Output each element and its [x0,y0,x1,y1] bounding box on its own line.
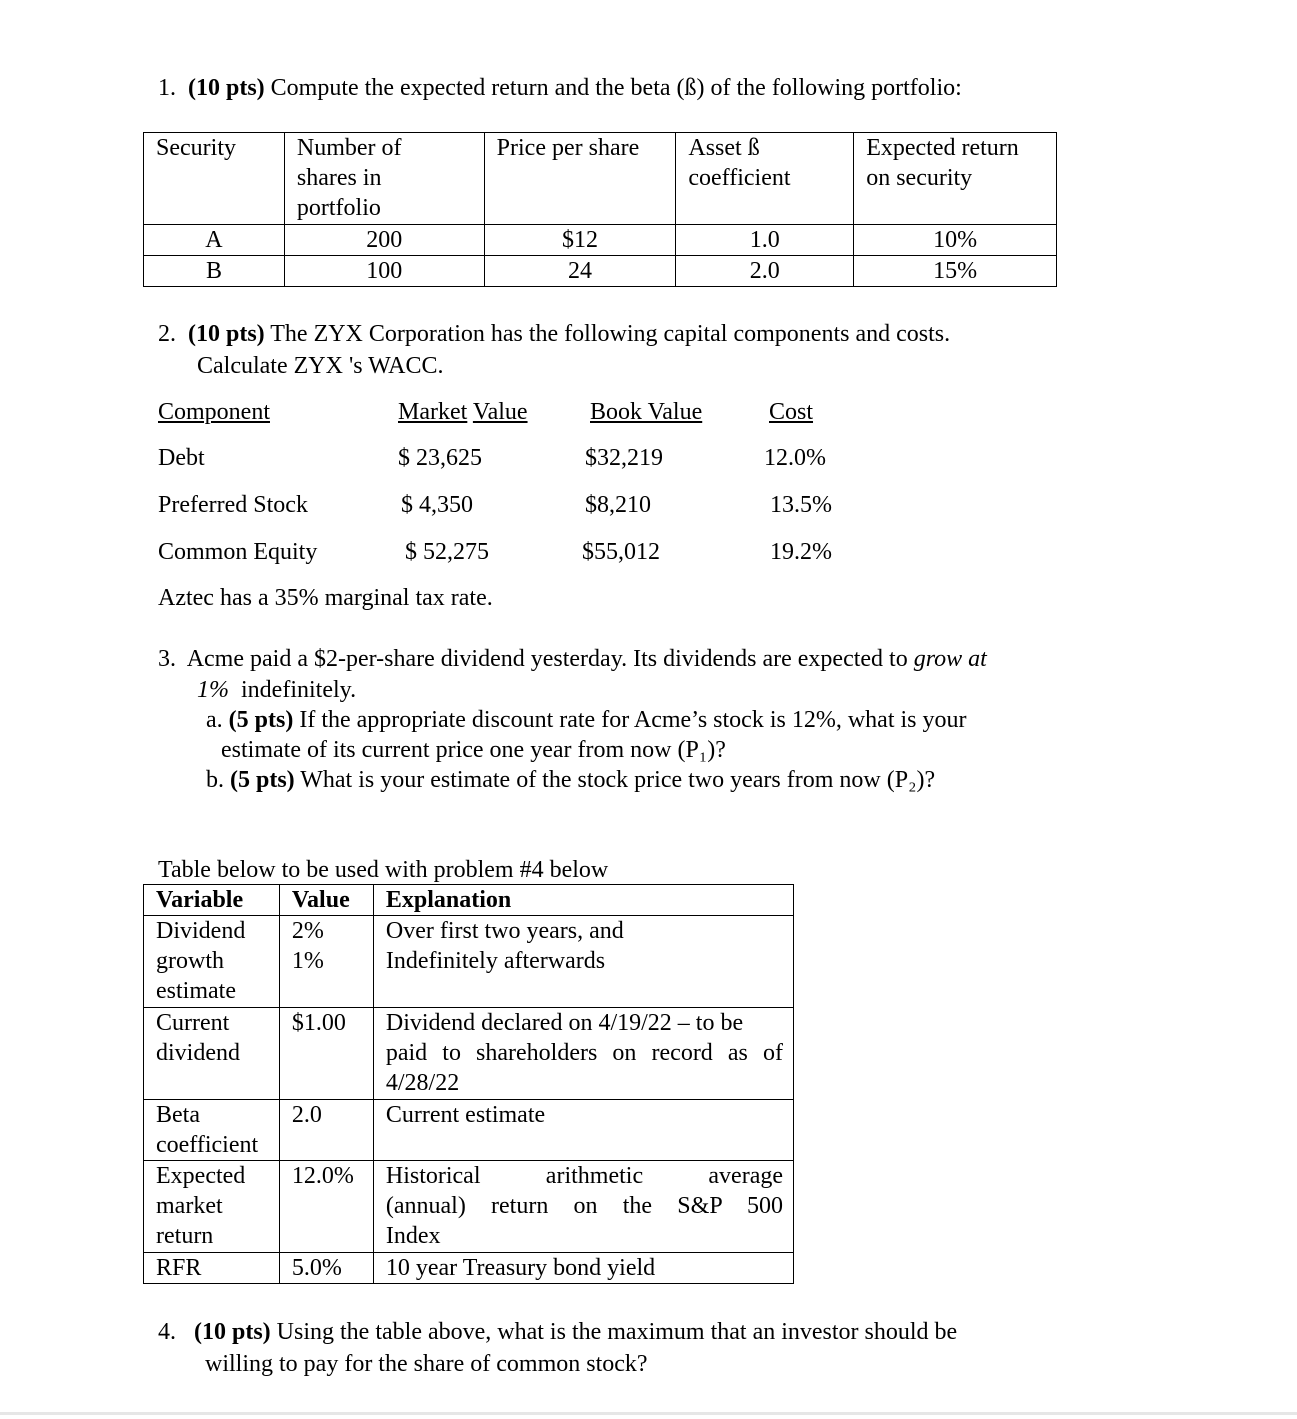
question-2-heading [158,322,950,346]
table-row: RFR 5.0% 10 year Treasury bond yield [144,1253,794,1284]
wacc-book-value: $8,210 [585,492,651,518]
question-text: Using the table above, what is the maximum that an investor should be [276,1319,958,1345]
table-caption: Table below to be used with problem #4 below [158,857,609,883]
question-text: Acme paid a $2-per-share dividend yesterday. Its dividends are expected to [186,646,908,672]
question-3-line2: 1% indefinitely. [197,677,357,703]
table-row: Beta coefficient 2.0 Current estimate [144,1100,794,1161]
table-row: Expected market return 12.0% Historical arithmetic average (annual) return on the S&P 500 Index [144,1161,794,1253]
question-3-heading: 3. Acme paid a $2-per-share dividend yesterday. Its dividends are expected to grow at [158,646,987,672]
question-3a: a. (5 pts) If the appropriate discount rate for Acme’s stock is 12%, what is your [206,707,967,733]
wacc-header-market-value: Market Value [398,399,528,425]
wacc-header-component: Component [158,399,270,425]
wacc-market-value: $ 23,625 [398,445,482,471]
wacc-component: Debt [158,445,205,471]
header-price-per-share: Price per share [484,133,676,225]
question-3a-line2: estimate of its current price one year from now (P₁)? [221,737,726,763]
question-4-line2: willing to pay for the share of common stock? [205,1351,648,1377]
header-number-of-shares: Number of shares in portfolio [284,133,484,225]
wacc-book-value: $55,012 [582,539,660,565]
tax-note: Aztec has a 35% marginal tax rate. [158,585,493,611]
question-number: 2. [158,321,176,347]
question-1-heading [158,76,962,100]
table-header-row [144,133,1057,225]
wacc-market-value: $ 52,275 [405,539,489,565]
wacc-header-cost: Cost [769,399,814,425]
header-asset-beta: Asset ß coefficient [676,133,854,225]
wacc-book-value: $32,219 [585,445,663,471]
question-number: 4. [158,1319,176,1345]
question-text: Compute the expected return and the beta (ß) of the following portfolio: [270,75,962,101]
portfolio-table [143,132,1057,287]
header-security: Security [144,133,285,225]
question-3b: b. (5 pts) What is your estimate of the stock price two years from now (P₂)? [206,767,936,793]
wacc-market-value: $ 4,350 [401,492,473,518]
wacc-cost: 13.5% [770,492,832,518]
wacc-component: Preferred Stock [158,492,308,518]
table-row: Dividend growth estimate 2% 1% Over first two years, and Indefinitely afterwards [144,916,794,1008]
table-header-row: Variable Value Explanation [144,885,794,916]
points-label: (10 pts) [194,1319,271,1345]
wacc-header-book-value: Book Value [590,399,703,425]
wacc-cost: 19.2% [770,539,832,565]
points-label: (5 pts) [230,767,295,793]
points-label: (10 pts) [188,75,265,101]
wacc-component: Common Equity [158,539,318,565]
question-number: 3. [158,646,176,672]
question-4-heading [158,1320,957,1344]
problem-4-table [143,884,794,1284]
points-label: (5 pts) [228,707,294,733]
question-text: The ZYX Corporation has the following capital components and costs. [270,321,951,347]
table-row: A 200 $12 1.0 10% [144,225,1057,256]
points-label: (10 pts) [188,321,265,347]
header-expected-return: Expected return on security [854,133,1057,225]
wacc-cost: 12.0% [764,445,826,471]
question-2-line2: Calculate ZYX 's WACC. [197,353,444,379]
table-row: Current dividend $1.00 Dividend declared on 4/19/22 – to be paid to shareholders on record as of 4/28/22 [144,1008,794,1100]
page-bottom-divider [0,1412,1297,1415]
question-number: 1. [158,75,176,101]
table-row: B 100 24 2.0 15% [144,256,1057,287]
